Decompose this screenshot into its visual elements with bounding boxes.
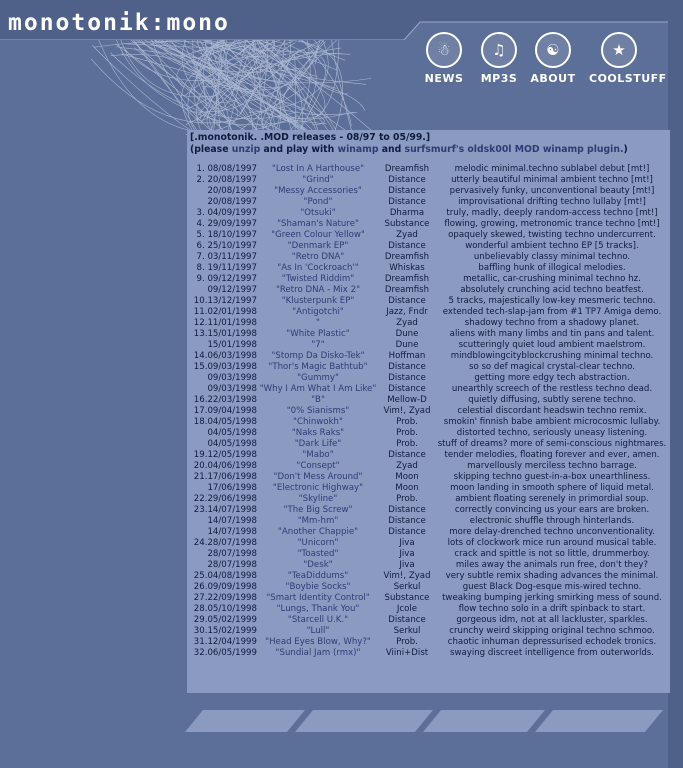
table-row	[188, 241, 668, 252]
release-title-link[interactable]: "Lungs, Thank You"	[276, 604, 360, 614]
table-row	[188, 560, 668, 571]
release-artist: Dreamfish	[384, 274, 430, 284]
release-artist: Distance	[388, 516, 426, 526]
release-artist: Distance	[388, 175, 426, 185]
table-row	[188, 439, 668, 450]
release-title-link[interactable]: "B"	[311, 395, 325, 405]
release-date: 27.22/09/1998	[193, 593, 257, 603]
table-row	[188, 164, 668, 175]
release-description: opaquely skewed, twisting techno undercurrent.	[448, 230, 656, 240]
release-date: 09/03/1998	[207, 373, 257, 383]
release-title-link[interactable]: "Why I Am What I Am Like"	[259, 384, 377, 394]
release-description: gorgeous idm, not at all lackluster, sparkles.	[456, 615, 648, 625]
table-row	[188, 362, 668, 373]
release-artist: Zyad	[396, 230, 418, 240]
release-artist: Zyad	[396, 318, 418, 328]
release-artist: Substance	[384, 593, 430, 603]
release-description: baffling hunk of illogical melodies.	[478, 263, 626, 273]
nav-coolstuff[interactable]	[589, 32, 667, 85]
release-date: 17.09/04/1998	[193, 406, 257, 416]
release-title-link[interactable]: "Dark Life"	[294, 439, 342, 449]
release-date: 3. 04/09/1997	[196, 208, 257, 218]
nav-about-label[interactable]: ABOUT	[530, 72, 576, 85]
release-date: 22.29/06/1998	[193, 494, 257, 504]
table-row	[188, 428, 668, 439]
table-row	[188, 197, 668, 208]
intro-text-1: (please	[190, 144, 232, 155]
release-date: 9. 09/12/1997	[196, 274, 257, 284]
release-date: 12.11/01/1998	[193, 318, 257, 328]
release-title-link[interactable]: "Otsuki"	[300, 208, 336, 218]
table-row	[188, 329, 668, 340]
release-description: crunchy weird skipping original techno schmoo.	[449, 626, 655, 636]
release-artist: Moon	[395, 483, 419, 493]
release-artist: Whiskas	[389, 263, 425, 273]
table-row	[188, 252, 668, 263]
release-title-link[interactable]: "Gummy"	[297, 373, 339, 383]
table-row	[188, 615, 668, 626]
release-artist: Zyad	[396, 461, 418, 471]
release-date: 7. 03/11/1997	[196, 252, 257, 262]
release-title-link[interactable]: "Grind"	[302, 175, 334, 185]
release-date: 20/08/1997	[207, 197, 257, 207]
table-row	[188, 373, 668, 384]
release-description: stuff of dreams? more of semi-conscious nightmares.	[437, 439, 667, 449]
bottom-tab-2	[295, 710, 433, 732]
release-description: more delay-drenched techno unconventionality.	[449, 527, 655, 537]
news-icon[interactable]: ☃	[426, 32, 462, 68]
table-row	[188, 417, 668, 428]
release-date: 09/03/1998	[207, 384, 257, 394]
release-artist: Hoffman	[388, 351, 426, 361]
release-artist: Distance	[388, 527, 426, 537]
release-date: 11.02/01/1998	[193, 307, 257, 317]
release-description: mindblowingcityblockcrushing minimal techno.	[450, 351, 654, 361]
release-description: absolutely crunching acid techno beatfest.	[460, 285, 644, 295]
release-title-link[interactable]: "Unicorn"	[297, 538, 339, 548]
release-title-link[interactable]: "Lost In A Harthouse"	[271, 164, 365, 174]
release-title-link[interactable]: "Twisted Riddim"	[281, 274, 355, 284]
release-title-link[interactable]: "Consept"	[296, 461, 340, 471]
release-date: 04/05/1998	[207, 428, 257, 438]
nav-mp3s-label[interactable]: MP3S	[480, 72, 518, 85]
release-artist: Distance	[388, 373, 426, 383]
release-description: extended tech-slap-jam from #1 TP7 Amiga demo.	[442, 307, 662, 317]
coolstuff-icon[interactable]: ★	[601, 32, 637, 68]
release-description: very subtle remix shading advances the minimal.	[445, 571, 659, 581]
release-artist: Mellow-D	[387, 395, 427, 405]
release-artist: Substance	[384, 219, 430, 229]
release-date: 28.05/10/1998	[193, 604, 257, 614]
release-artist: Jiva	[399, 560, 415, 570]
release-date: 24.28/07/1998	[193, 538, 257, 548]
table-row	[188, 384, 668, 395]
release-date: 25.04/08/1998	[193, 571, 257, 581]
table-row	[188, 461, 668, 472]
table-row	[188, 175, 668, 186]
release-artist: Jazz, Fndr	[386, 307, 428, 317]
table-row	[188, 230, 668, 241]
release-description: unbelievably classy minimal techno.	[473, 252, 631, 262]
table-row	[188, 582, 668, 593]
releases-panel	[187, 130, 670, 693]
releases-heading	[190, 132, 628, 156]
release-description: improvisational drifting techno lullaby [mt!]	[458, 197, 646, 207]
bottom-tab-1	[185, 710, 305, 732]
release-date: 14.06/03/1998	[193, 351, 257, 361]
winamp-link[interactable]: winamp	[337, 144, 379, 155]
release-description: marvellously merciless techno barrage.	[467, 461, 637, 471]
mod-plugin-link[interactable]: surfsmurf's oldsk00l MOD winamp plugin.	[404, 144, 624, 155]
release-artist: Moon	[395, 472, 419, 482]
table-row	[188, 571, 668, 582]
release-artist: Viini+Dist	[385, 648, 429, 658]
release-title-link[interactable]: "The Big Screw"	[283, 505, 353, 515]
release-artist: Jcole	[396, 604, 418, 614]
release-artist: Distance	[388, 450, 426, 460]
release-date: 6. 25/10/1997	[196, 241, 257, 251]
release-description: celestial discordant headswin techno remix.	[457, 406, 647, 416]
table-row	[188, 285, 668, 296]
release-description: scutteringly quiet loud ambient maelstrom.	[458, 340, 646, 350]
release-title-link[interactable]: "Lull"	[306, 626, 330, 636]
release-date: 15.09/03/1998	[193, 362, 257, 372]
release-description: ambient floating serenely in primordial soup.	[455, 494, 649, 504]
release-title-link[interactable]: "Skyline"	[298, 494, 338, 504]
release-description: getting more edgy tech abstraction.	[474, 373, 630, 383]
release-description: melodic minimal.techno sublabel debut [mt!]	[454, 164, 650, 174]
nav-news-label[interactable]: NEWS	[424, 72, 464, 85]
release-title-link[interactable]: "Denmark EP"	[287, 241, 349, 251]
release-date: 26.09/09/1998	[193, 582, 257, 592]
table-row	[188, 395, 668, 406]
release-description: aliens with many limbs and tin pans and talent.	[449, 329, 655, 339]
releases-subtitle	[190, 144, 628, 156]
intro-text-2: and play with	[260, 144, 338, 155]
table-row	[188, 538, 668, 549]
release-date: 32.06/05/1999	[193, 648, 257, 658]
release-date: 23.14/07/1998	[193, 505, 257, 515]
bottom-tab-3	[423, 710, 545, 732]
release-title-link[interactable]: "Sundial Jam (rmx)"	[275, 648, 361, 658]
release-date: 16.22/03/1998	[193, 395, 257, 405]
release-date: 21.17/06/1998	[193, 472, 257, 482]
release-description: miles away the animals run free, don't they?	[455, 560, 649, 570]
release-artist: Distance	[388, 615, 426, 625]
release-description: quietly diffusing, subtly serene techno.	[468, 395, 636, 405]
release-artist: Serkul	[393, 582, 421, 592]
nav-news[interactable]	[414, 32, 474, 85]
table-row	[188, 340, 668, 351]
table-row	[188, 296, 668, 307]
table-row	[188, 604, 668, 615]
release-artist: Dreamfish	[384, 285, 430, 295]
release-title-link[interactable]: "Retro DNA - Mix 2"	[275, 285, 361, 295]
release-artist: Dharma	[389, 208, 425, 218]
release-date: 28/07/1998	[207, 549, 257, 559]
release-date: 15/01/1998	[207, 340, 257, 350]
table-row	[188, 505, 668, 516]
release-description: flowing, growing, metronomic trance techno [mt!]	[444, 219, 660, 229]
table-row	[188, 186, 668, 197]
release-title-link[interactable]: "Don't Mess Around"	[273, 472, 363, 482]
release-date: 19.12/05/1998	[193, 450, 257, 460]
release-title-link[interactable]: "Mabo"	[302, 450, 334, 460]
table-row	[188, 549, 668, 560]
site-logo[interactable]: monotonik:mono	[8, 10, 230, 36]
release-artist: Jiva	[399, 538, 415, 548]
release-title-link[interactable]: "Klusterpunk EP"	[281, 296, 355, 306]
table-row	[188, 483, 668, 494]
release-artist: Distance	[388, 241, 426, 251]
mp3s-icon[interactable]: ♫	[481, 32, 517, 68]
release-artist: Dune	[395, 340, 419, 350]
release-description: flow techno solo in a drift spinback to start.	[458, 604, 646, 614]
release-date: 14/07/1998	[207, 527, 257, 537]
release-date: 2. 20/08/1997	[196, 175, 257, 185]
release-date: 13.15/01/1998	[193, 329, 257, 339]
release-description: unearthly screech of the restless techno dead.	[451, 384, 653, 394]
release-description: skipping techno guest-in-a-box unearthliness.	[453, 472, 651, 482]
release-description: smokin' finnish babe ambient microcosmic lullaby.	[443, 417, 661, 427]
releases-title: [.monotonik. .MOD releases - 08/97 to 05/99.]	[190, 132, 431, 143]
release-title-link[interactable]: "	[316, 318, 320, 328]
table-row	[188, 450, 668, 461]
release-description: so so def magical crystal-clear techno.	[468, 362, 635, 372]
release-title-link[interactable]: "Pond"	[303, 197, 333, 207]
table-row	[188, 472, 668, 483]
release-description: moon landing in smooth sphere of liquid metal.	[450, 483, 654, 493]
release-artist: Serkul	[393, 626, 421, 636]
table-row	[188, 593, 668, 604]
release-description: chaotic inhuman depressurised echodek tronics.	[447, 637, 657, 647]
release-date: 14/07/1998	[207, 516, 257, 526]
intro-text-4: )	[623, 144, 628, 155]
release-description: utterly beautiful minimal ambient techno [mt!]	[451, 175, 653, 185]
release-artist: Vim!, Zyad	[383, 406, 431, 416]
release-title-link[interactable]: "Another Chappie"	[277, 527, 359, 537]
release-date: 18.04/05/1998	[193, 417, 257, 427]
intro-text-3: and	[378, 144, 405, 155]
release-date: 09/12/1997	[207, 285, 257, 295]
release-date: 30.15/02/1999	[193, 626, 257, 636]
release-title-link[interactable]: "0% Sianisms"	[286, 406, 350, 416]
unzip-link[interactable]: unzip	[231, 144, 261, 155]
release-title-link[interactable]: "White Plastic"	[286, 329, 350, 339]
release-description: wonderful ambient techno EP [5 tracks].	[465, 241, 639, 251]
release-description: lots of clockwork mice run around musical table.	[447, 538, 657, 548]
bottom-bar	[185, 710, 665, 732]
release-artist: Prob.	[396, 428, 418, 438]
release-artist: Vim!, Zyad	[383, 571, 431, 581]
release-date: 5. 18/10/1997	[196, 230, 257, 240]
release-artist: Distance	[388, 296, 426, 306]
release-title-link[interactable]: "Smart Identity Control"	[266, 593, 370, 603]
table-row	[188, 626, 668, 637]
release-title-link[interactable]: "7"	[311, 340, 325, 350]
release-description: distorted techno, seriously uneasy listening.	[456, 428, 648, 438]
release-title-link[interactable]: "Retro DNA"	[291, 252, 345, 262]
release-title-link[interactable]: "Chinwokh"	[293, 417, 343, 427]
table-row	[188, 263, 668, 274]
release-artist: Dreamfish	[384, 164, 430, 174]
table-row	[188, 406, 668, 417]
release-description: swaying discreet intelligence from outerworlds.	[449, 648, 655, 658]
about-icon[interactable]: ☯	[535, 32, 571, 68]
release-description: metallic, car-crushing minimal techno hz.	[463, 274, 641, 284]
release-title-link[interactable]: "As In 'Cockroach'"	[277, 263, 359, 273]
table-row	[188, 637, 668, 648]
release-description: tweaking bumping jerking smirking mess of sound.	[442, 593, 662, 603]
release-date: 17/06/1998	[207, 483, 257, 493]
release-title-link[interactable]: "TeaDiddums"	[287, 571, 349, 581]
release-date: 29.05/02/1999	[193, 615, 257, 625]
release-title-link[interactable]: "Toasted"	[297, 549, 339, 559]
release-date: 31.12/04/1999	[193, 637, 257, 647]
release-title-link[interactable]: "Antigotchi"	[292, 307, 344, 317]
release-title-link[interactable]: "Stomp Da Disko-Tek"	[271, 351, 365, 361]
release-description: correctly convincing us your ears are broken.	[454, 505, 650, 515]
bottom-tab-4	[535, 710, 663, 732]
release-title-link[interactable]: "Green Colour Yellow"	[271, 230, 365, 240]
table-row	[188, 318, 668, 329]
release-title-link[interactable]: "Naks Raks"	[291, 428, 345, 438]
release-title-link[interactable]: "Messy Accessories"	[274, 186, 362, 196]
table-row	[188, 648, 668, 659]
release-date: 1. 08/08/1997	[196, 164, 257, 174]
release-artist: Prob.	[396, 637, 418, 647]
release-description: guest Black Dog-esque mis-wired techno.	[462, 582, 642, 592]
release-description: shadowy techno from a shadowy planet.	[464, 318, 640, 328]
release-date: 20.04/06/1998	[193, 461, 257, 471]
release-artist: Dune	[395, 329, 419, 339]
release-title-link[interactable]: "Thor's Magic Bathtub"	[268, 362, 368, 372]
table-row	[188, 516, 668, 527]
table-row	[188, 307, 668, 318]
nav-about[interactable]	[523, 32, 583, 85]
release-date: 10.13/12/1997	[193, 296, 257, 306]
table-row	[188, 351, 668, 362]
release-description: 5 tracks, majestically low-key mesmeric techno.	[448, 296, 656, 306]
nav-mp3s[interactable]	[469, 32, 529, 85]
release-date: 8. 19/11/1997	[196, 263, 257, 273]
release-artist: Prob.	[396, 439, 418, 449]
release-title-link[interactable]: "Starcell U.K."	[287, 615, 349, 625]
table-row	[188, 527, 668, 538]
release-description: pervasively funky, unconventional beauty [mt!]	[449, 186, 655, 196]
right-rail	[668, 0, 683, 768]
release-artist: Distance	[388, 505, 426, 515]
release-title-link[interactable]: "Electronic Highway"	[272, 483, 364, 493]
releases-table	[188, 164, 668, 659]
table-row	[188, 208, 668, 219]
release-description: electronic shuffle through hinterlands.	[469, 516, 635, 526]
release-date: 4. 29/09/1997	[196, 219, 257, 229]
release-artist: Jiva	[399, 549, 415, 559]
release-artist: Distance	[388, 362, 426, 372]
release-date: 28/07/1998	[207, 560, 257, 570]
release-title-link[interactable]: "Boybie Socks"	[285, 582, 351, 592]
release-artist: Prob.	[396, 494, 418, 504]
release-title-link[interactable]: "Head Eyes Blow, Why?"	[265, 637, 371, 647]
release-artist: Distance	[388, 384, 426, 394]
release-artist: Distance	[388, 197, 426, 207]
nav-coolstuff-label[interactable]: COOLSTUFF	[589, 72, 667, 85]
release-title-link[interactable]: "Shaman's Nature"	[277, 219, 359, 229]
release-description: crack and spittle is not so little, drummerboy.	[454, 549, 650, 559]
table-row	[188, 219, 668, 230]
release-description: truly, madly, deeply random-access techno [mt!]	[446, 208, 658, 218]
release-title-link[interactable]: "Desk"	[303, 560, 333, 570]
release-artist: Dreamfish	[384, 252, 430, 262]
table-row	[188, 494, 668, 505]
table-row	[188, 274, 668, 285]
release-artist: Distance	[388, 186, 426, 196]
release-description: tender melodies, floating forever and ever, amen.	[444, 450, 660, 460]
release-date: 20/08/1997	[207, 186, 257, 196]
release-date: 04/05/1998	[207, 439, 257, 449]
release-title-link[interactable]: "Mm-hm"	[297, 516, 339, 526]
release-artist: Prob.	[396, 417, 418, 427]
